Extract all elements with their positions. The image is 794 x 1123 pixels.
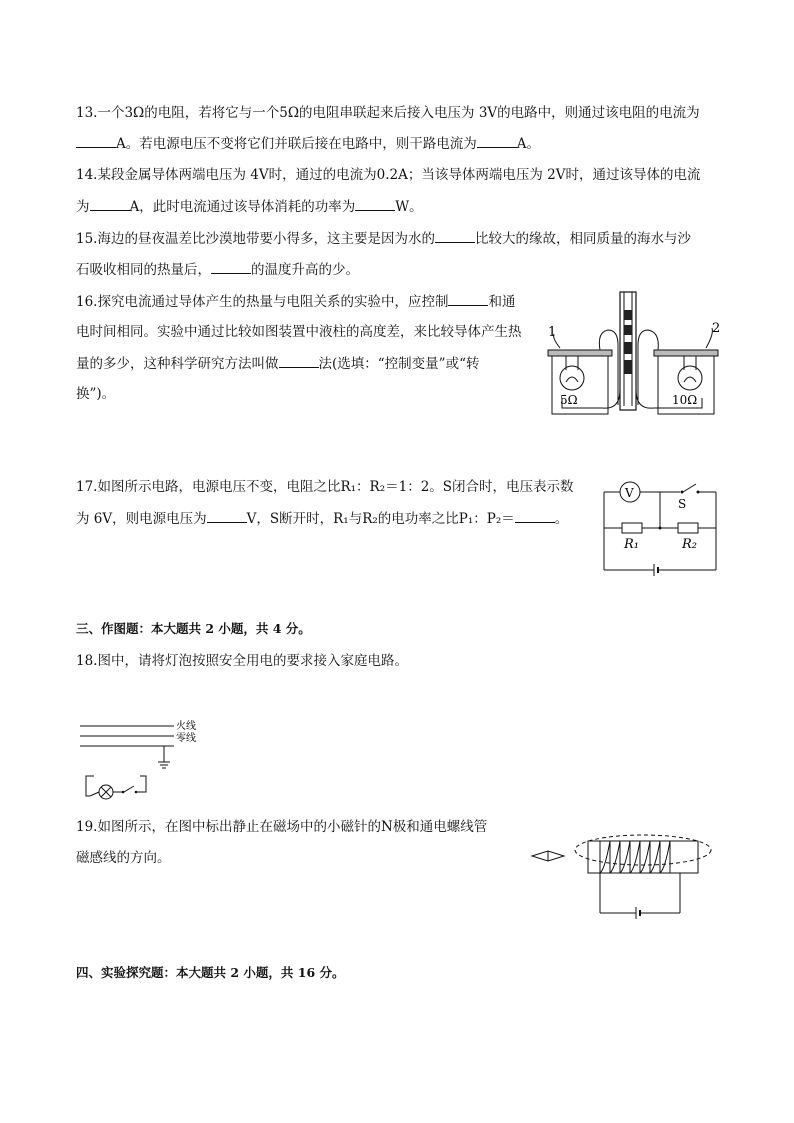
terminal-2-label: 2	[712, 321, 721, 336]
answer-blank[interactable]	[211, 259, 251, 274]
answer-blank[interactable]	[76, 133, 116, 148]
terminal-1-label: 1	[548, 325, 557, 340]
answer-blank[interactable]	[90, 196, 130, 211]
q16-line4: 换”)。	[76, 386, 116, 402]
q15-line1: 15.海边的昼夜温差比沙漠地带要小得多，这主要是因为水的 比较大的缘故，相同质量的海水与沙	[76, 228, 691, 249]
answer-blank[interactable]	[279, 353, 319, 368]
q19-line1: 19.如图所示，在图中标出静止在磁场中的小磁针的N极和通电螺线管	[76, 819, 488, 835]
resistor-10-label: 10Ω	[672, 393, 698, 407]
r2-label: R₂	[682, 537, 697, 552]
q16-line3: 量的多少，这种科学研究方法叫做 法(选填：“控制变量”或“转	[76, 353, 479, 374]
q15-line2: 石吸收相同的热量后， 的温度升高的少。	[76, 259, 359, 280]
solenoid-figure	[528, 825, 718, 920]
q19-line2: 磁感线的方向。	[76, 850, 171, 866]
q17-line2: 为 6V，则电源电压为 V，S断开时，R₁与R₂的电功率之比P₁：P₂＝ 。	[76, 508, 568, 529]
section-4-heading: 四、实验探究题：本大题共 2 小题，共 16 分。	[76, 965, 345, 980]
answer-blank[interactable]	[207, 508, 247, 523]
q17-line1: 17.如图所示电路，电源电压不变，电阻之比R₁：R₂＝1：2。S闭合时，电压表示数	[76, 479, 574, 495]
household-circuit-figure	[76, 716, 216, 804]
answer-blank[interactable]	[355, 196, 395, 211]
q16-line1: 16.探究电流通过导体产生的热量与电阻关系的实验中，应控制 和通	[76, 291, 515, 312]
q18-text: 18.图中，请将灯泡按照安全用电的要求接入家庭电路。	[76, 653, 408, 669]
answer-blank[interactable]	[435, 228, 475, 243]
resistor-5-label: 5Ω	[560, 393, 578, 407]
q14-line2: 为 A，此时电流通过该导体消耗的功率为 W。	[76, 196, 423, 217]
q14-line1: 14.某段金属导体两端电压为 4V时，通过的电流为0.2A；当该导体两端电压为 2V时，通过该导体的电流	[76, 167, 701, 183]
answer-blank[interactable]	[448, 291, 488, 306]
q13-line2: A。若电源电压不变将它们并联后接在电路中，则干路电流为 A。	[76, 133, 540, 154]
answer-blank[interactable]	[477, 133, 517, 148]
q16-line2: 电时间相同。实验中通过比较如图装置中液柱的高度差，来比较导体产生热	[76, 324, 522, 340]
answer-blank[interactable]	[515, 508, 555, 523]
r1-label: R₁	[624, 537, 639, 552]
heating-experiment-figure	[542, 290, 732, 425]
section-3-heading: 三、作图题：本大题共 2 小题，共 4 分。	[76, 621, 311, 636]
neutral-wire-label: 零线	[176, 733, 196, 744]
q13-line1: 13.一个3Ω的电阻，若将它与一个5Ω的电阻串联起来后接入电压为 3V的电路中，则通过该电阻的电流为	[76, 105, 700, 121]
switch-label: S	[678, 497, 687, 511]
series-circuit-figure	[598, 478, 722, 576]
voltmeter-label: V	[625, 486, 634, 500]
live-wire-label: 火线	[176, 721, 196, 732]
